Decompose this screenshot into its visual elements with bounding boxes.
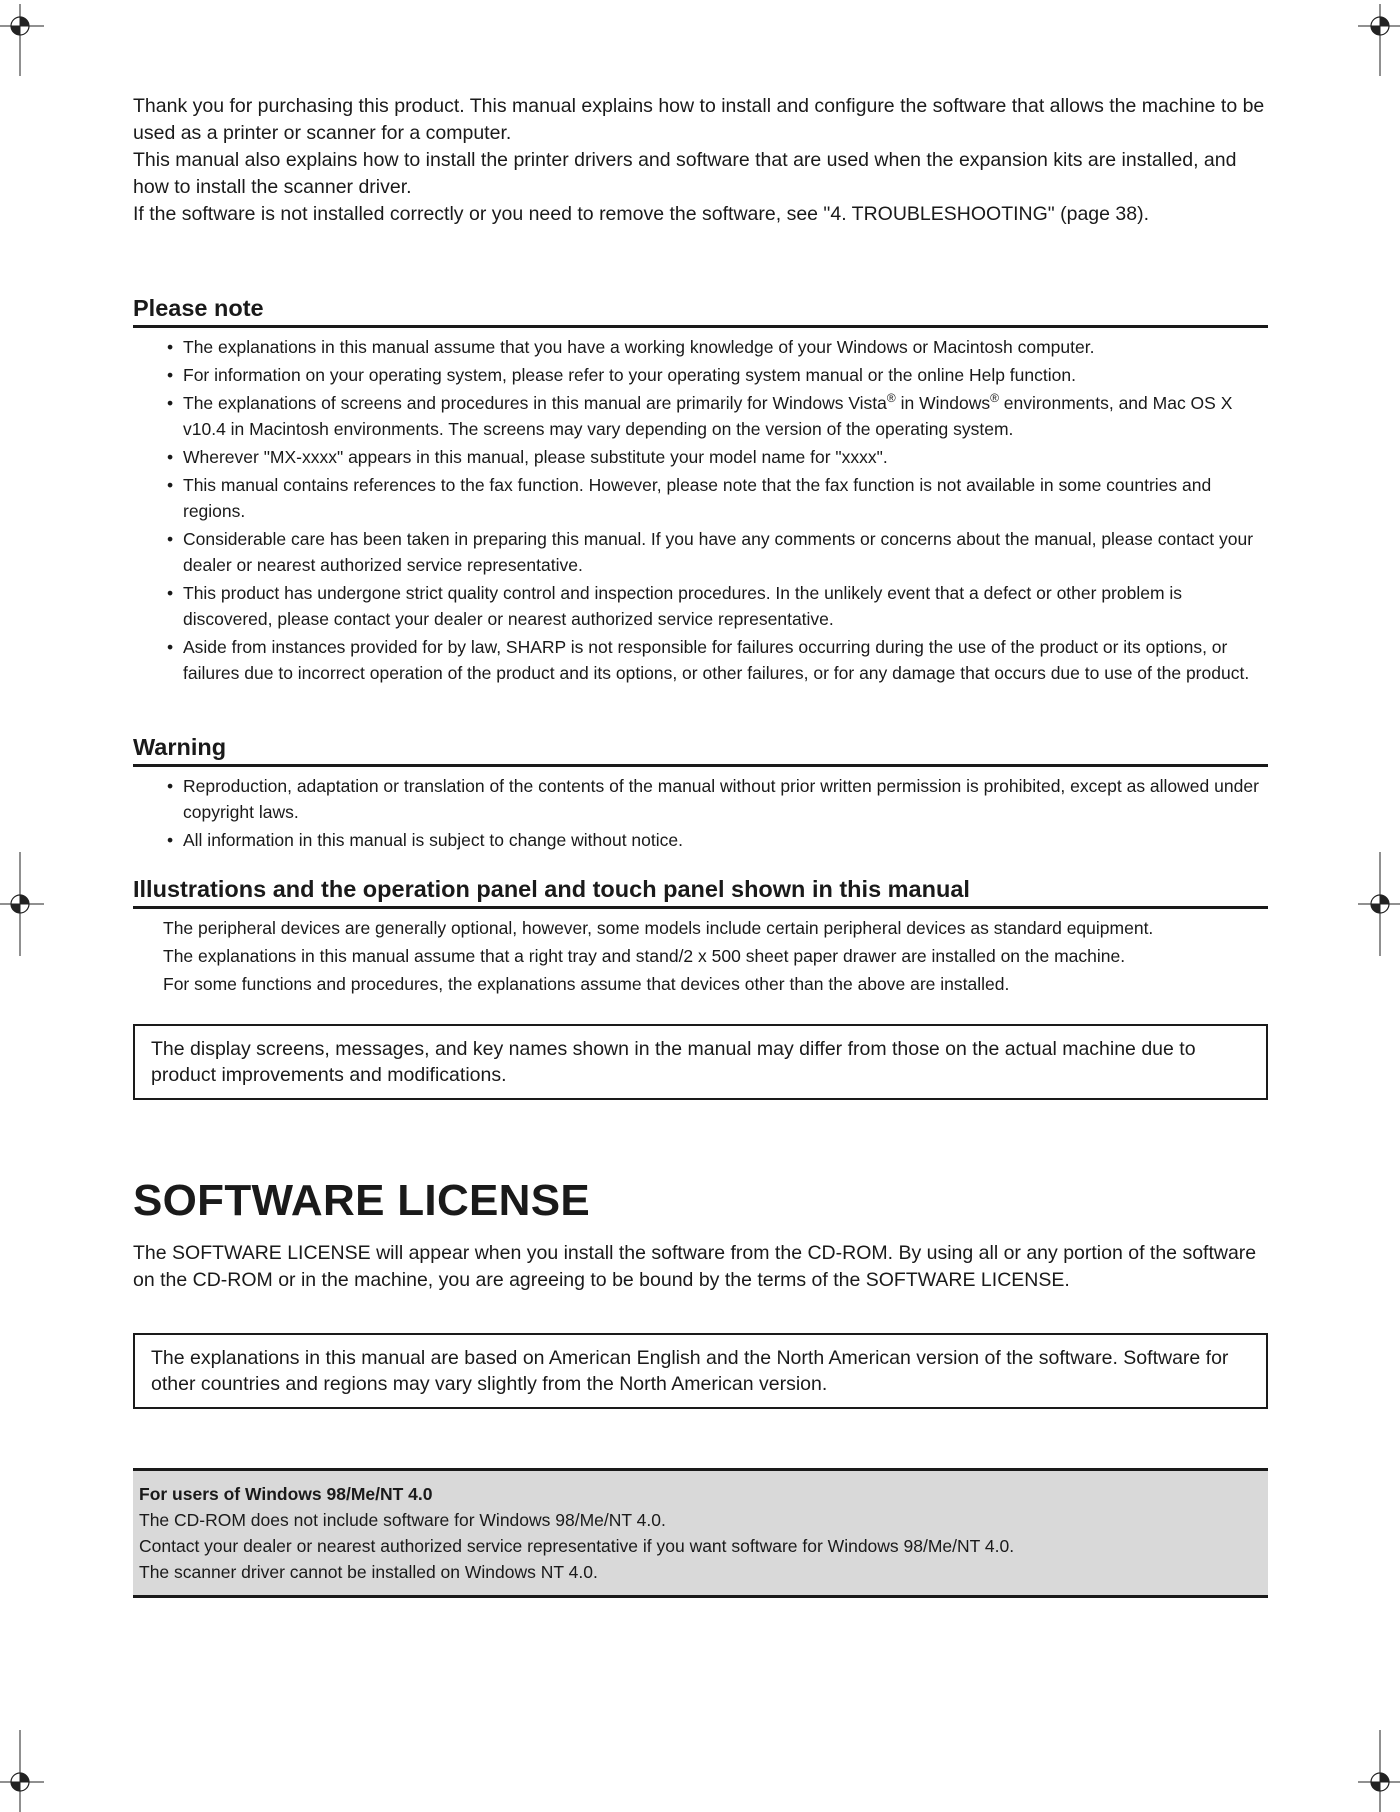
list-item: • Wherever "MX-xxxx" appears in this manual, please substitute your model name for "xxxx". xyxy=(133,444,1268,470)
bullet-icon: • xyxy=(167,529,174,549)
bullet-icon: • xyxy=(167,637,174,657)
bullet-icon: • xyxy=(167,583,174,603)
section-heading: Illustrations and the operation panel and touch panel shown in this manual xyxy=(133,874,1268,909)
warning-section xyxy=(133,732,1268,855)
illustrations-lines xyxy=(133,915,1268,997)
language-note-box xyxy=(133,1333,1268,1409)
display-note-text: The display screens, messages, and key names shown in the manual may differ from those on the actual machine due to product improvements and modifications. xyxy=(151,1038,1196,1086)
text-line: The peripheral devices are generally optional, however, some models include certain peripheral devices as standard equipment. xyxy=(163,918,1154,938)
intro-text xyxy=(133,93,1268,228)
registration-mark-icon xyxy=(0,852,60,956)
registration-mark-icon xyxy=(0,1730,60,1812)
list-item: • All information in this manual is subject to change without notice. xyxy=(133,827,1268,853)
text-line: Contact your dealer or nearest authorized service representative if you want software for Windows 98/Me/NT 4.0. xyxy=(139,1536,1015,1556)
windows-note-title: For users of Windows 98/Me/NT 4.0 xyxy=(139,1484,433,1504)
intro-paragraph: This manual also explains how to install the printer drivers and software that are used when the expansion kits are installed, and how to install the scanner driver. xyxy=(133,149,1237,198)
software-license-title: SOFTWARE LICENSE xyxy=(133,1176,591,1225)
list-item: • For information on your operating system, please refer to your operating system manual or the online Help function. xyxy=(133,362,1268,388)
registration-mark-icon xyxy=(1358,852,1400,956)
language-note-text: The explanations in this manual are based on American English and the North American version of the software. Software for other countries and regions may vary slightly from the North American version. xyxy=(151,1347,1229,1395)
please-note-list xyxy=(133,334,1268,686)
list-item: • Aside from instances provided for by law, SHARP is not responsible for failures occurring during the use of the product or its options, or failures due to incorrect operation of the product and its options, or other failures, or for any damage that occurs due to use of the product. xyxy=(133,634,1268,686)
registration-mark-icon xyxy=(1358,1730,1400,1812)
list-item: • The explanations of screens and procedures in this manual are primarily for Windows Vista® in Windows® environments, and Mac OS X v10.4 in Macintosh environments. The screens may vary depending on the version of the operating system. xyxy=(167,391,1233,439)
text-line: The scanner driver cannot be installed on Windows NT 4.0. xyxy=(139,1562,598,1582)
list-item: • Reproduction, adaptation or translation of the contents of the manual without prior written permission is prohibited, except as allowed under copyright laws. xyxy=(133,773,1268,825)
list-item: • The explanations in this manual assume that you have a working knowledge of your Windows or Macintosh computer. xyxy=(133,334,1268,360)
bullet-icon: • xyxy=(167,365,174,385)
bullet-icon: • xyxy=(167,776,174,796)
registration-mark-icon xyxy=(0,4,60,76)
windows-note-box xyxy=(133,1468,1268,1598)
text-line: The explanations in this manual assume that a right tray and stand/2 x 500 sheet paper drawer are installed on the machine. xyxy=(163,946,1126,966)
illustrations-section xyxy=(133,874,1268,999)
bullet-icon: • xyxy=(167,337,174,357)
section-heading: Warning xyxy=(133,732,1268,767)
text-line: For some functions and procedures, the explanations assume that devices other than the above are installed. xyxy=(163,974,1010,994)
list-item: • Considerable care has been taken in preparing this manual. If you have any comments or concerns about the manual, please contact your dealer or nearest authorized service representative. xyxy=(133,526,1268,578)
warning-list xyxy=(133,773,1268,853)
list-item: • This product has undergone strict quality control and inspection procedures. In the unlikely event that a defect or other problem is discovered, please contact your dealer or nearest authorized service representative. xyxy=(133,580,1268,632)
bullet-icon: • xyxy=(167,447,174,467)
intro-paragraph: If the software is not installed correctly or you need to remove the software, see "4. TROUBLESHOOTING" (page 38). xyxy=(133,203,1150,225)
text-line: The CD-ROM does not include software for Windows 98/Me/NT 4.0. xyxy=(139,1510,666,1530)
list-item: • This manual contains references to the fax function. However, please note that the fax function is not available in some countries and regions. xyxy=(133,472,1268,524)
bullet-icon: • xyxy=(167,830,174,850)
bullet-icon: • xyxy=(167,393,174,413)
intro-paragraph: Thank you for purchasing this product. This manual explains how to install and configure the software that allows the machine to be used as a printer or scanner for a computer. xyxy=(133,95,1265,144)
please-note-section xyxy=(133,293,1268,688)
section-heading: Please note xyxy=(133,293,1268,328)
display-note-box xyxy=(133,1024,1268,1100)
software-license-text: The SOFTWARE LICENSE will appear when you install the software from the CD-ROM. By using all or any portion of the software on the CD-ROM or in the machine, you are agreeing to be bound by the terms of the SOFTWARE LICENSE. xyxy=(133,1242,1257,1291)
bullet-icon: • xyxy=(167,475,174,495)
registration-mark-icon xyxy=(1358,4,1400,76)
